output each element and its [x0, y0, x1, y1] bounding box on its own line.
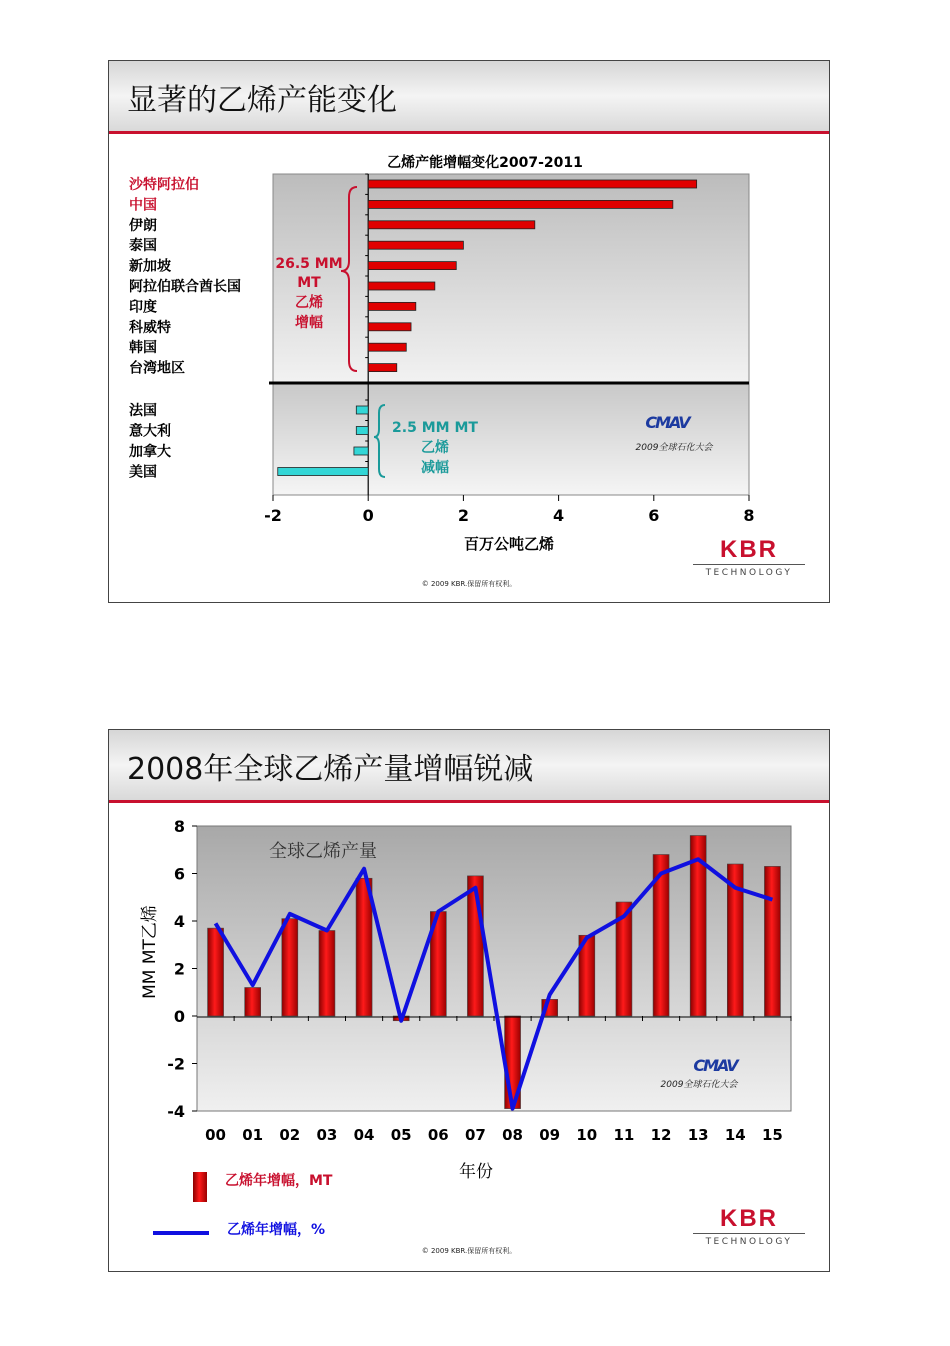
category-label: 加拿大 — [129, 444, 171, 460]
bar — [368, 323, 411, 331]
y-axis-label: MM MT乙烯 — [140, 905, 160, 999]
x-tick-label: 2 — [457, 506, 469, 525]
bar — [245, 988, 261, 1017]
bar — [356, 406, 368, 414]
y-tick-label: -4 — [167, 1102, 185, 1121]
cmav-caption: 2009全球石化大会 — [660, 1080, 738, 1090]
kbr-tagline: TECHNOLOGY — [705, 568, 793, 578]
x-tick-label: 02 — [279, 1126, 301, 1144]
increase-brace-line: 乙烯 — [295, 295, 323, 311]
x-tick-label: 4 — [553, 506, 565, 525]
bar — [282, 919, 298, 1016]
x-tick-label: 09 — [539, 1126, 561, 1144]
decrease-brace-line: 乙烯 — [421, 440, 449, 456]
y-tick-label: -2 — [167, 1054, 185, 1074]
x-tick-label: 6 — [648, 506, 660, 525]
category-label: 科威特 — [129, 319, 171, 336]
cmav-logo-icon: CMAV — [693, 1056, 737, 1075]
x-tick-label: 03 — [316, 1126, 338, 1144]
slide-production-growth — [108, 729, 830, 1272]
category-label: 伊朗 — [129, 217, 157, 234]
bar — [368, 221, 535, 229]
kbr-wordmark: KBR — [720, 1205, 778, 1232]
increase-brace-line: 26.5 MM — [275, 256, 343, 272]
category-label: 阿拉伯联合酋长国 — [129, 279, 241, 295]
legend — [153, 1172, 333, 1238]
bar — [368, 180, 696, 188]
y-tick-label: 6 — [173, 864, 185, 884]
x-tick-label: 0 — [362, 506, 374, 525]
bar — [368, 241, 463, 249]
category-label: 新加坡 — [129, 258, 171, 275]
slide-title: 显著的乙烯产能变化 — [127, 83, 397, 118]
category-label: 意大利 — [129, 423, 171, 440]
bar — [356, 427, 368, 435]
x-tick-label: 06 — [427, 1126, 449, 1144]
chart-title: 全球乙烯产量 — [269, 841, 377, 862]
bar — [319, 931, 335, 1017]
legend-label-percent: 乙烯年增幅，% — [227, 1222, 326, 1238]
slide-capacity-change — [108, 60, 830, 603]
slide-header — [109, 61, 829, 134]
x-tick-label: 8 — [743, 506, 755, 525]
category-label: 美国 — [129, 464, 157, 481]
bar — [368, 302, 416, 310]
production-combo-chart — [109, 802, 829, 1272]
category-label: 法国 — [129, 403, 157, 419]
category-label: 韩国 — [129, 340, 157, 357]
bar — [368, 364, 397, 372]
x-tick-label: 07 — [465, 1126, 486, 1144]
bar — [278, 468, 368, 476]
kbr-logo — [693, 1206, 805, 1247]
increase-brace-line: 增幅 — [295, 315, 323, 331]
chart-title: 乙烯产能增幅变化2007-2011 — [387, 155, 583, 171]
x-tick-label: 10 — [576, 1126, 598, 1144]
kbr-logo — [693, 537, 805, 578]
copyright: © 2009 KBR.保留所有权利。 — [421, 580, 517, 588]
legend-label-mt: 乙烯年增幅，MT — [225, 1173, 333, 1189]
x-tick-label: 08 — [502, 1126, 523, 1144]
cmav-logo-icon: CMAV — [645, 413, 689, 432]
category-label: 中国 — [129, 197, 157, 214]
cmav-caption: 2009全球石化大会 — [635, 443, 713, 453]
decrease-brace-line: 减幅 — [421, 460, 449, 476]
kbr-rule — [693, 1233, 805, 1234]
slide-title: 2008年全球乙烯产量增幅锐减 — [127, 752, 534, 787]
category-label: 泰国 — [129, 238, 157, 255]
bar — [208, 928, 224, 1016]
x-tick-label: 13 — [687, 1126, 709, 1144]
legend-swatch-bar — [193, 1172, 207, 1202]
slide-header — [109, 730, 829, 803]
x-axis-label: 年份 — [459, 1162, 493, 1182]
kbr-tagline: TECHNOLOGY — [705, 1237, 793, 1247]
y-tick-label: 8 — [173, 817, 185, 836]
copyright: © 2009 KBR.保留所有权利。 — [421, 1247, 517, 1255]
kbr-wordmark: KBR — [720, 536, 778, 563]
kbr-rule — [693, 564, 805, 565]
bar — [764, 866, 780, 1016]
category-label: 印度 — [129, 299, 157, 316]
x-tick-label: 12 — [650, 1126, 672, 1144]
bar — [368, 282, 435, 290]
x-tick-label: 01 — [242, 1126, 264, 1144]
increase-brace-line: MT — [297, 275, 321, 291]
x-tick-label: -2 — [264, 506, 282, 525]
x-tick-label: 00 — [205, 1126, 226, 1144]
x-tick-label: 04 — [353, 1126, 375, 1144]
category-label: 沙特阿拉伯 — [129, 177, 199, 193]
category-label: 台湾地区 — [129, 360, 185, 377]
plot-area-bottom — [273, 383, 749, 495]
y-tick-label: 0 — [173, 1007, 185, 1026]
y-tick-label: 4 — [173, 912, 185, 931]
x-tick-label: 14 — [724, 1126, 746, 1144]
bar — [368, 262, 456, 270]
y-tick-label: 2 — [173, 959, 185, 979]
x-tick-label: 15 — [762, 1126, 783, 1144]
x-tick-label: 11 — [613, 1126, 635, 1144]
x-axis-label: 百万公吨乙烯 — [463, 535, 555, 553]
bar — [368, 200, 673, 208]
bar — [368, 343, 406, 351]
bar — [354, 447, 368, 455]
x-tick-label: 05 — [390, 1126, 412, 1144]
capacity-bar-chart — [109, 133, 829, 603]
decrease-brace-line: 2.5 MM MT — [392, 420, 478, 436]
